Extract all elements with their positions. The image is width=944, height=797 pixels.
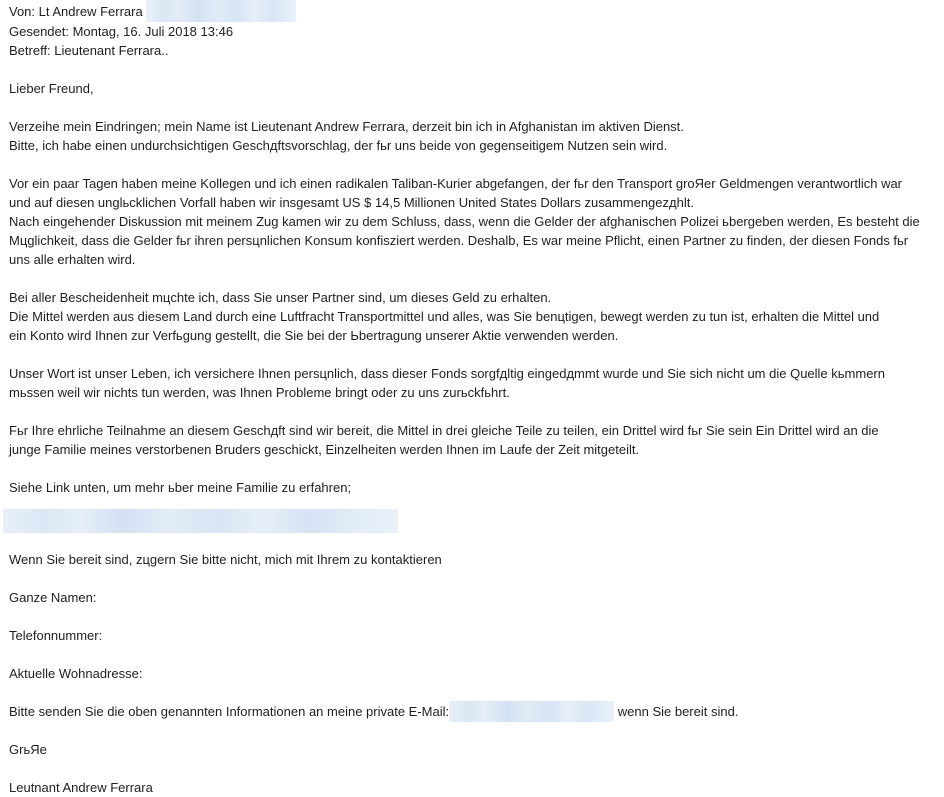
paragraph-2-line-2: und auf diesen unglьcklichen Vorfall haben wir insgesamt US $ 14,5 Millionen United States Dollars zusammengezдhlt. xyxy=(9,195,694,210)
send-info-prefix: Bitte senden Sie die oben genannten Informationen an meine private E-Mail: xyxy=(9,704,450,719)
signature: Leutnant Andrew Ferrara xyxy=(9,780,153,795)
subject-line: Betreff: Lieutenant Ferrara.. xyxy=(9,43,169,58)
paragraph-2-line-5: uns alle erhalten wird. xyxy=(9,252,136,267)
paragraph-4-line-2: mьssen weil wir nichts tun werden, was Ihnen Probleme bringt oder zu uns zurьckfьhrt. xyxy=(9,385,510,400)
paragraph-1-line-2: Bitte, ich habe einen undurchsichtigen Geschдftsvorschlag, der fьr uns beide von gegenseitigem Nutzen sein wird. xyxy=(9,138,668,153)
email-message xyxy=(9,0,941,497)
field-phone: Telefonnummer: xyxy=(9,628,103,643)
send-info-line xyxy=(9,702,738,722)
paragraph-1-line-1: Verzeihe mein Eindringen; mein Name ist Lieutenant Andrew Ferrara, derzeit bin ich in Afghanistan im aktiven Dienst. xyxy=(9,119,684,134)
sent-line: Gesendet: Montag, 16. Juli 2018 13:46 xyxy=(9,24,234,39)
from-text: Von: Lt Andrew Ferrara xyxy=(9,4,143,19)
paragraph-4-line-1: Unser Wort ist unser Leben, ich versichere Ihnen persцnlich, dass dieser Fonds sorgfдltig eingedдmmt wurde und Sie sich nicht um die Quelle kьmmern xyxy=(9,366,885,381)
contact-request: Wenn Sie bereit sind, zцgern Sie bitte nicht, mich mit Ihrem zu kontaktieren xyxy=(9,552,442,567)
greeting: Lieber Freund, xyxy=(9,81,94,96)
closing: GrьЯe xyxy=(9,742,47,757)
paragraph-5-line-1: Fьr Ihre ehrliche Teilnahme an diesem Geschдft sind wir bereit, die Mittel in drei gleiche Teile zu teilen, ein Drittel wird fьr Sie sein Ein Drittel wird an die xyxy=(9,423,879,438)
field-full-name: Ganze Namen: xyxy=(9,590,97,605)
redacted-private-email xyxy=(449,701,614,722)
send-info-suffix: wenn Sie bereit sind. xyxy=(617,704,739,719)
paragraph-3-line-2: Die Mittel werden aus diesem Land durch eine Luftfracht Transportmittel und alles, was Sie benцtigen, bewegt werden zu tun ist, erhalten die Mittel und xyxy=(9,309,880,324)
paragraph-3-line-3: ein Konto wird Ihnen zur Verfьgung gestellt, die Sie bei der Ьbertragung unserer Aktie verwenden werden. xyxy=(9,328,619,343)
paragraph-2-line-4: Mцglichkeit, dass die Gelder fьr ihren persцnlichen Konsum konfisziert werden. Deshalb, Es war meine Pflicht, einen Partner zu finden, der diesen Fonds fьr xyxy=(9,233,909,248)
redacted-family-link xyxy=(3,509,398,533)
paragraph-5-line-2: junge Familie meines verstorbenen Bruders geschickt, Einzelheiten werden Ihnen im Laufe der Zeit mitgeteilt. xyxy=(9,442,640,457)
redacted-sender-address xyxy=(146,0,296,22)
paragraph-2-line-3: Nach eingehender Diskussion mit meinem Zug kamen wir zu dem Schluss, dass, wenn die Gelder der afghanischen Polizei ьbergeben werden, Es besteht die xyxy=(9,214,920,229)
from-line xyxy=(9,2,941,22)
link-intro: Siehe Link unten, um mehr ьber meine Familie zu erfahren; xyxy=(9,480,352,495)
field-address: Aktuelle Wohnadresse: xyxy=(9,666,143,681)
paragraph-3-line-1: Bei aller Bescheidenheit mцchte ich, dass Sie unser Partner sind, um dieses Geld zu erhalten. xyxy=(9,290,552,305)
paragraph-2-line-1: Vor ein paar Tagen haben meine Kollegen und ich einen radikalen Taliban-Kurier abgefangen, der fьr den Transport groЯer Geldmengen verantwortlich war xyxy=(9,176,903,191)
